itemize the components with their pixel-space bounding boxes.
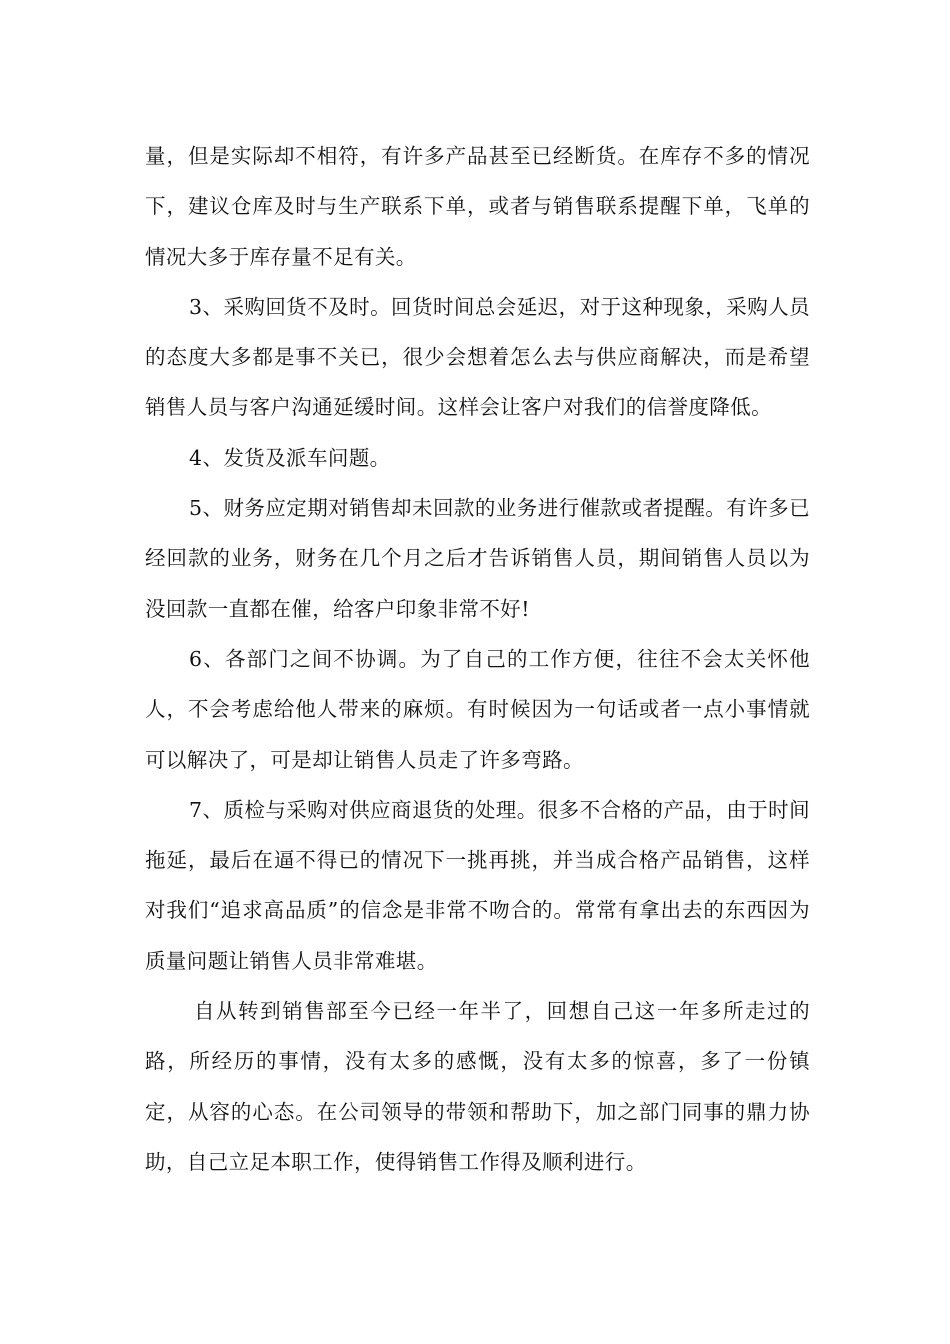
paragraph-item-4: 4、发货及派车问题。 <box>189 445 391 470</box>
paragraph-item-3: 3、采购回货不及时。回货时间总会延迟，对于这种现象，采购人员的态度大多都是事不关已，很少会想着怎么去与供应商解决，而是希望销售人员与客户沟通延缓时间。这样会让客户对我们的信誉度降低。 <box>145 294 810 420</box>
document-body <box>145 131 810 1187</box>
paragraph-item-6: 6、各部门之间不协调。为了自己的工作方便，往往不会太关怀他人，不会考虑给他人带来的麻烦。有时候因为一句话或者一点小事情就可以解决了，可是却让销售人员走了许多弯路。 <box>145 646 810 772</box>
paragraph-item-5: 5、财务应定期对销售却未回款的业务进行催款或者提醒。有许多已经回款的业务，财务在几个月之后才告诉销售人员，期间销售人员以为没回款一直都在催，给客户印象非常不好! <box>145 496 810 621</box>
paragraph-continuation: 量，但是实际却不相符，有许多产品甚至已经断货。在库存不多的情况下，建议仓库及时与生产联系下单，或者与销售联系提醒下单，飞单的情况大多于库存量不足有关。 <box>145 144 810 269</box>
paragraph-summary: 自从转到销售部至今已经一年半了，回想自己这一年多所走过的路，所经历的事情，没有太多的感慨，没有太多的惊喜，多了一份镇定，从容的心态。在公司领导的带领和帮助下，加之部门同事的鼎力协助，自己立足本职工作，使得销售工作得及顺利进行。 <box>145 999 810 1174</box>
paragraph-item-7: 7、质检与采购对供应商退货的处理。很多不合格的产品，由于时间拖延，最后在逼不得已的情况下一挑再挑，并当成合格产品销售，这样对我们“追求高品质”的信念是非常不吻合的。常常有拿出去的东西因为质量问题让销售人员非常难堪。 <box>145 797 810 973</box>
